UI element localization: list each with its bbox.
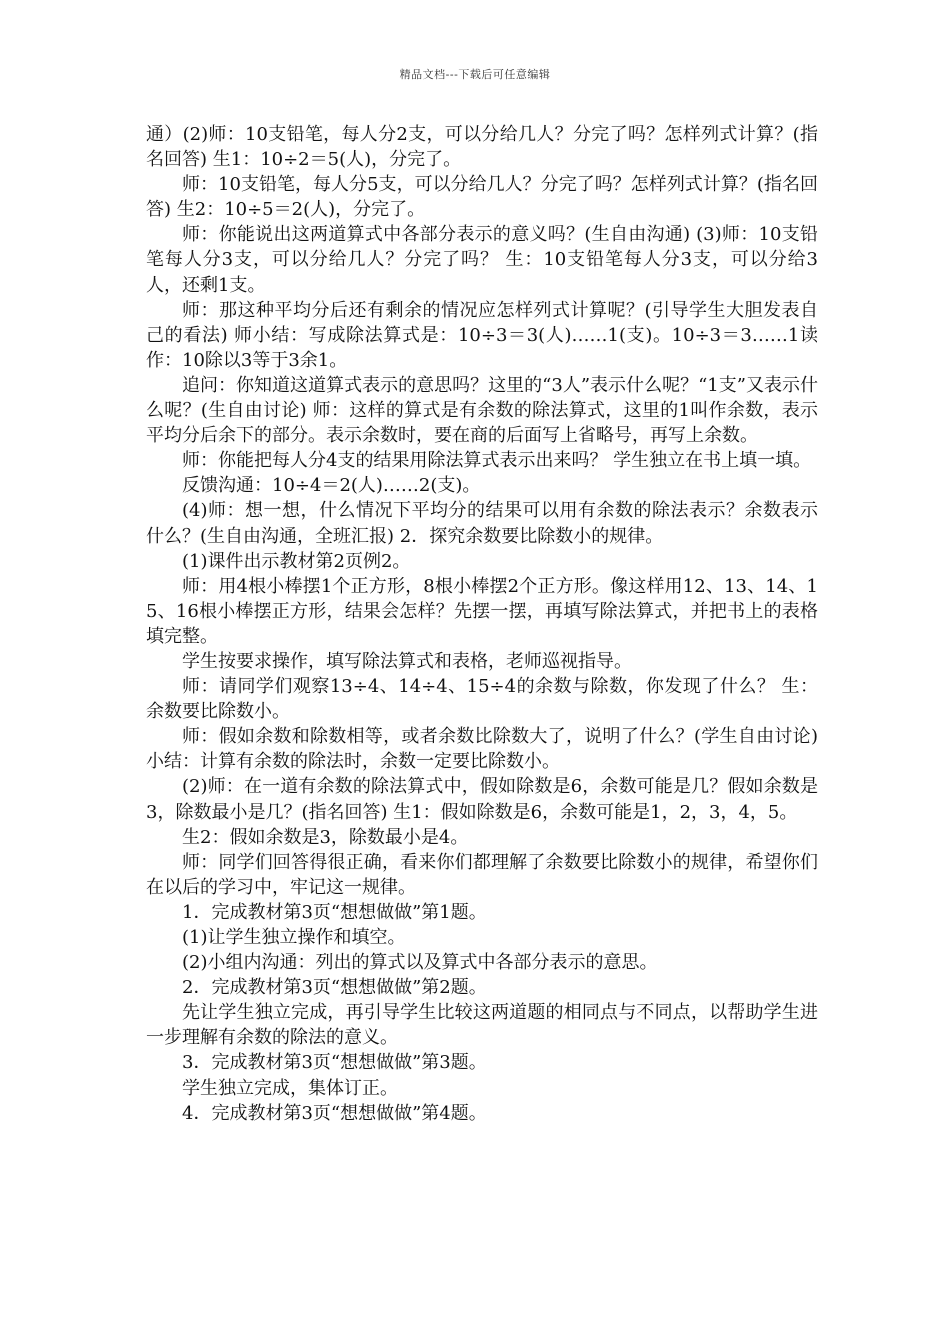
paragraph: 3．完成教材第3页“想想做做”第3题。 (182, 1052, 487, 1074)
paragraph: 师：用4根小棒摆1个正方形，8根小棒摆2个正方形。像这样用12、13、14、15、16根小棒摆正方形，结果会怎样？先摆一摆，再填写除法算式，并把书上的表格填完整。 (146, 575, 818, 647)
paragraph: 师：10支铅笔，每人分5支，可以分给几人？分完了吗？怎样列式计算？(指名回答) 生2：10÷5＝2(人)，分完了。 (146, 174, 818, 221)
paragraph: 4．完成教材第3页“想想做做”第4题。 (182, 1102, 487, 1124)
page-header: 精品文档---下载后可任意编辑 (399, 68, 551, 81)
paragraph: 1．完成教材第3页“想想做做”第1题。 (182, 901, 487, 923)
paragraph: 通）(2)师：10支铅笔，每人分2支，可以分给几人？分完了吗？怎样列式计算？(指名回答) 生1：10÷2＝5(人)，分完了。 (146, 124, 818, 171)
paragraph: 师：请同学们观察13÷4、14÷4、15÷4的余数与除数，你发现了什么？ 生：余数要比除数小。 (146, 676, 818, 723)
paragraph: (4)师：想一想，什么情况下平均分的结果可以用有余数的除法表示？余数表示什么？(生自由沟通，全班汇报) 2．探究余数要比除数小的规律。 (146, 500, 818, 547)
paragraph: 2．完成教材第3页“想想做做”第2题。 (182, 977, 487, 999)
paragraph: (2)小组内沟通：列出的算式以及算式中各部分表示的意思。 (182, 952, 658, 974)
paragraph: (1)让学生独立操作和填空。 (182, 927, 406, 948)
paragraph: 师：你能把每人分4支的结果用除法算式表示出来吗？ 学生独立在书上填一填。 (182, 450, 812, 472)
paragraph: 师：那这种平均分后还有剩余的情况应怎样列式计算呢？(引导学生大胆发表自己的看法) 师小结：写成除法算式是：10÷3＝3(人)……1(支)。10÷3＝3……1读作：10除以3等于3余1。 (146, 299, 818, 371)
paragraph: 反馈沟通：10÷4＝2(人)……2(支)。 (182, 475, 481, 497)
paragraph: 学生独立完成，集体订正。 (182, 1077, 398, 1099)
paragraph: 学生按要求操作，填写除法算式和表格，老师巡视指导。 (182, 650, 632, 672)
paragraph: 追问：你知道这道算式表示的意思吗？这里的“3人”表示什么呢？“1支”又表示什么呢？(生自由讨论) 师：这样的算式是有余数的除法算式，这里的1叫作余数，表示平均分后余下的部分。表示余数时，要在商的后面写上省略号，再写上余数。 (146, 374, 818, 447)
paragraph: 师：假如余数和除数相等，或者余数比除数大了，说明了什么？(学生自由讨论) 小结：计算有余数的除法时，余数一定要比除数小。 (146, 726, 818, 773)
paragraph: 生2：假如余数是3，除数最小是4。 (182, 826, 469, 848)
paragraph: 师：同学们回答得很正确，看来你们都理解了余数要比除数小的规律，希望你们在以后的学习中，牢记这一规律。 (146, 851, 818, 898)
paragraph: (2)师：在一道有余数的除法算式中，假如除数是6，余数可能是几？假如余数是3，除数最小是几？(指名回答) 生1：假如除数是6，余数可能是1，2，3，4，5。 (146, 776, 818, 823)
paragraph: (1)课件出示教材第2页例2。 (182, 550, 411, 572)
paragraph: 师：你能说出这两道算式中各部分表示的意义吗？(生自由沟通) (3)师：10支铅笔每人分3支，可以分给几人？分完了吗？ 生：10支铅笔每人分3支，可以分给3人，还剩1支。 (146, 224, 818, 296)
paragraph: 先让学生独立完成，再引导学生比较这两道题的相同点与不同点，以帮助学生进一步理解有余数的除法的意义。 (146, 1002, 818, 1049)
document-body (146, 122, 818, 1126)
